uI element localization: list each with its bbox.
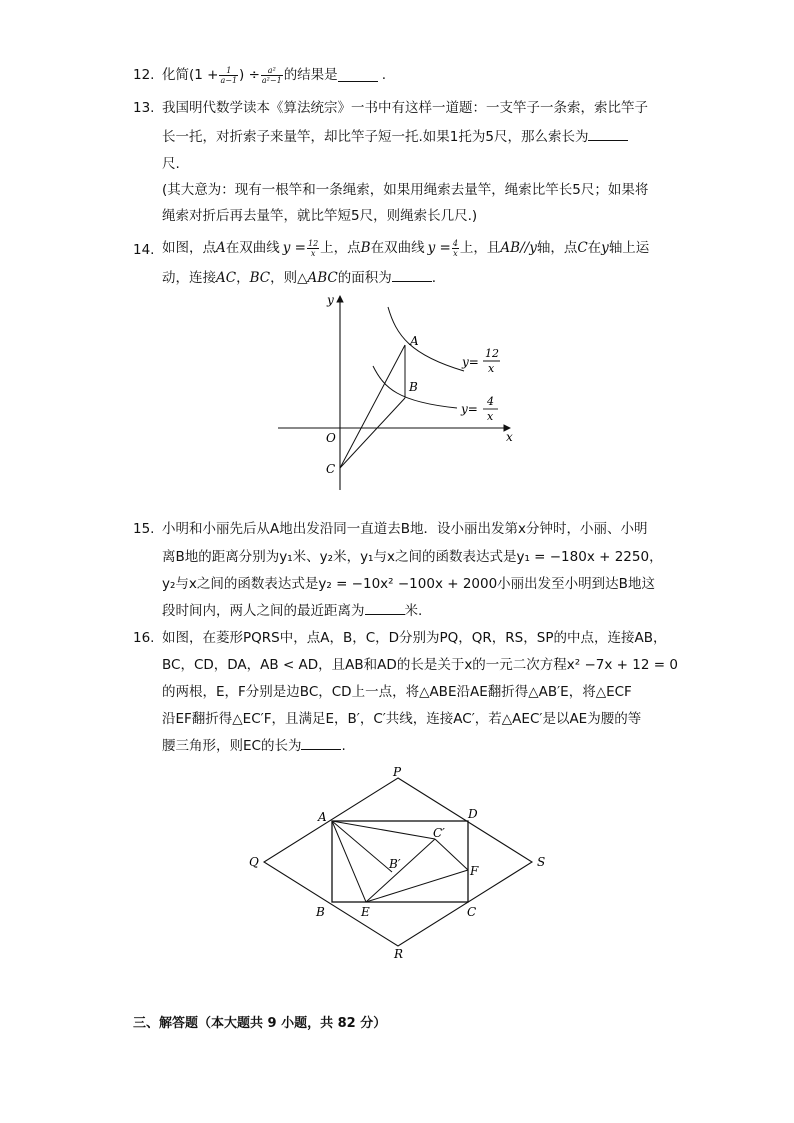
segment-ae [332, 821, 366, 902]
q14-line2-e: . [431, 270, 437, 286]
q12-suffix: 的结果是 [283, 67, 338, 83]
x-axis-label: x [506, 430, 513, 444]
segment-cb [340, 398, 405, 468]
point-b-label: B [316, 905, 325, 919]
svg-text:12: 12 [485, 347, 499, 360]
segment-ab1 [332, 821, 392, 872]
q14-text-f: 轴，点 [536, 240, 578, 256]
q14-eq2-fraction: $\frac{4}{x}$ [452, 238, 458, 258]
q14-point-a: A [216, 240, 226, 256]
q15-line-2: 离B地的距离分别为y₁米、y₂米，y₁与x之间的函数表达式是y₁ = −180x + 2250， [162, 549, 663, 565]
q14-segment-bc: BC [249, 270, 271, 286]
svg-text:x: x [488, 362, 495, 375]
q15-line-4-end: 米. [404, 603, 423, 619]
q16-line-5-text: 腰三角形，则EC的长为 [162, 738, 302, 754]
q13-line-1: 我国明代数学读本《算法统宗》一书中有这样一道题：一支竿子一条索，索比竿子 [162, 100, 648, 116]
svg-text:y=: y= [461, 402, 478, 416]
q14-ab-parallel: AB//y [500, 240, 537, 256]
q16-answer-blank [301, 737, 341, 750]
q12-answer-blank [338, 69, 378, 82]
q14-number: 14. [133, 242, 155, 258]
q14-text-g: 在 [587, 240, 602, 256]
segment-ef [366, 870, 468, 902]
q14-line-1 [162, 234, 649, 262]
q16-line-2: BC，CD，DA，AB < AD，且AB和AD的长是关于x的一元二次方程x² −7x + 12 = 0 [162, 657, 678, 673]
q13-line-3: 尺. [162, 156, 180, 172]
curve-12-over-x [388, 307, 464, 371]
q14-text-e: 上，且 [459, 240, 501, 256]
q14-line-2 [162, 269, 436, 287]
q13-line-2 [162, 128, 628, 146]
q16-line-1: 如图，在菱形PQRS中，点A，B，C，D分别为PQ，QR，RS，SP的中点，连接AB， [162, 630, 667, 646]
y-axis-label: y [327, 293, 334, 307]
q12-prefix: 化简(1 + [162, 67, 219, 83]
point-b-prime-label: B′ [389, 857, 401, 871]
q12-text [162, 63, 386, 87]
q15-number: 15. [133, 521, 155, 537]
point-a-label: A [410, 334, 419, 348]
q12-number: 12. [133, 67, 155, 83]
q15-line-4-text: 段时间内，两人之间的最近距离为 [162, 603, 365, 619]
q15-line-3: y₂与x之间的函数表达式是y₂ = −10x² −100x + 2000小丽出发至小明到达B地这 [162, 576, 655, 592]
q16-line-3: 的两根，E，F分别是边BC，CD上一点，将△ABE沿AE翻折得△AB′E，将△ECF [162, 684, 632, 700]
q14-y-axis-var: y [601, 240, 609, 256]
q14-line2-a: 动，连接 [162, 270, 216, 286]
point-d-label: D [468, 807, 478, 821]
q15-answer-blank [365, 602, 405, 615]
q14-answer-blank [392, 269, 432, 282]
point-c-label: C [467, 905, 477, 919]
origin-label: O [326, 431, 336, 445]
q14-segment-ac: AC [216, 270, 237, 286]
q14-point-c: C [577, 240, 588, 256]
q14-eq2-lhs: y = [427, 240, 451, 256]
q14-text-b: 在双曲线 [225, 240, 280, 256]
q13-answer-blank [588, 128, 628, 141]
q16-number: 16. [133, 630, 155, 646]
q14-point-b: B [360, 240, 371, 256]
q14-eq1-lhs: y = [282, 240, 306, 256]
q15-line-4 [162, 602, 422, 620]
q13-line-2-text: 长一托，对折索子来量竿，却比竿子短一托.如果1托为5尺，那么索长为 [162, 129, 589, 145]
point-r-label: R [394, 947, 404, 961]
q13-line-5: 绳索对折后再去量竿，就比竿短5尺，则绳索长几尺.) [162, 208, 478, 224]
svg-text:4: 4 [487, 395, 494, 408]
q16-line-5 [162, 737, 346, 755]
point-p-label: P [393, 765, 402, 779]
q14-line2-b: ， [236, 270, 250, 286]
q14-text-h: 轴上运 [608, 240, 650, 256]
q15-line-1: 小明和小丽先后从A地出发沿同一直道去B地．设小丽出发第x分钟时，小丽、小明 [162, 521, 648, 537]
q12-mid: ) ÷ [239, 67, 260, 83]
curve-label-4-over-x [460, 395, 498, 423]
q12-fraction-2: $\frac{\text{a²}}{\text{a²−1}}$ [261, 65, 282, 85]
point-c-prime-label: C′ [433, 826, 445, 840]
q14-line2-c: ，则 [270, 270, 298, 286]
q16-line-5-end: . [341, 738, 346, 754]
point-b-label: B [409, 380, 418, 394]
q12-end: . [381, 67, 386, 83]
svg-text:x: x [487, 410, 494, 423]
q14-text-c: 上，点 [320, 240, 361, 256]
hyperbola-figure [270, 290, 520, 500]
q16-line-4: 沿EF翻折得△EC′F，且满足E，B′，C′共线，连接AC′，若△AEC′是以AE为腰的等 [162, 711, 642, 727]
q14-text-d: 在双曲线 [370, 240, 425, 256]
q14-triangle-abc: △ABC [297, 270, 338, 286]
point-s-label: S [537, 855, 546, 869]
q14-text-a: 如图，点 [162, 240, 216, 256]
point-c-label: C [326, 462, 336, 476]
point-e-label: E [361, 905, 370, 919]
segment-ac1 [332, 821, 435, 839]
point-f-label: F [470, 864, 479, 878]
q12-fraction-1: $\frac{1}{a-1}$ [220, 65, 238, 85]
q13-line-4: (其大意为：现有一根竿和一条绳索，如果用绳索去量竿，绳索比竿长5尺；如果将 [162, 182, 649, 198]
svg-text:y=: y= [462, 355, 479, 369]
point-q-label: Q [249, 855, 259, 869]
q13-number: 13. [133, 100, 155, 116]
q14-eq1-fraction: $\frac{12}{x}$ [307, 238, 319, 258]
point-a-label: A [318, 810, 327, 824]
rhombus-figure [240, 760, 560, 970]
q14-line2-d: 的面积为 [337, 270, 392, 286]
curve-label-12-over-x [461, 347, 500, 375]
segment-c1f [435, 839, 468, 870]
section-3-heading: 三、解答题（本大题共 9 小题，共 82 分） [133, 1016, 387, 1031]
segment-ca [340, 345, 405, 468]
